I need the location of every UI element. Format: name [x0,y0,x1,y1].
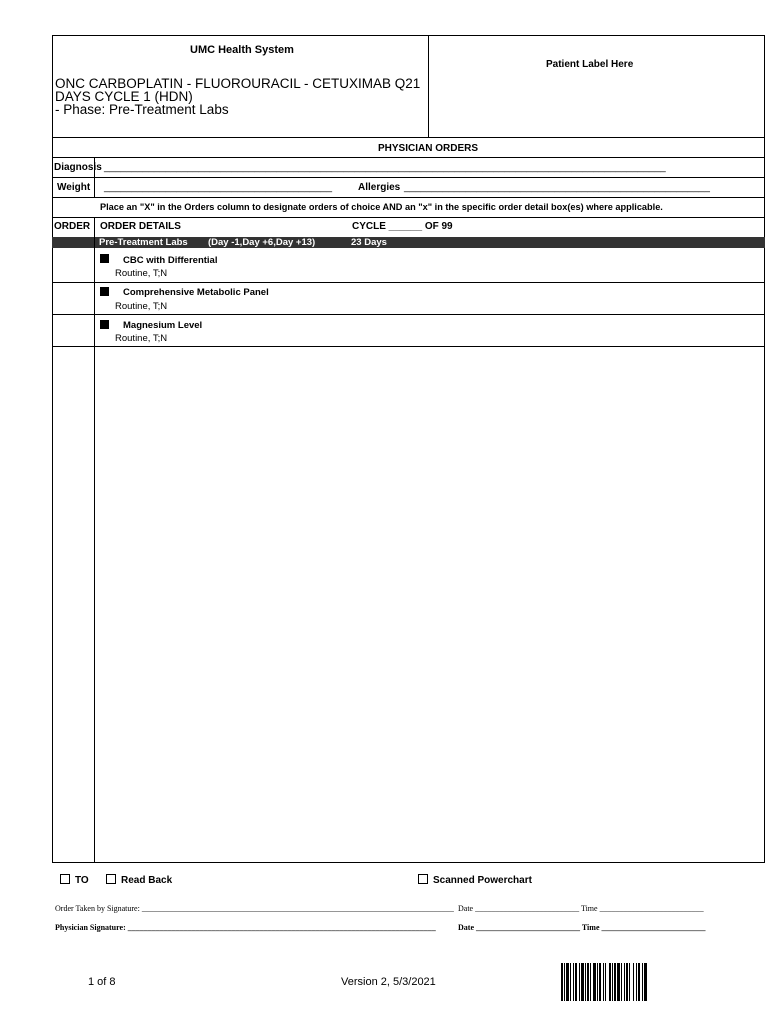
barcode-bar [575,963,577,1001]
details-col-header: ORDER DETAILS [100,221,181,232]
physician-date-field[interactable]: __________________________ [476,923,580,932]
physician-date-row [458,923,706,932]
barcode-bar [636,963,637,1001]
order-detail-3: Routine, T;N [115,333,168,344]
order-checkbox-3[interactable] [100,320,109,329]
section-title: PHYSICIAN ORDERS [378,143,479,154]
read-back-label: Read Back [121,875,173,886]
barcode-bar [564,963,565,1001]
barcode-bar [614,963,616,1001]
barcode-bar [561,963,563,1001]
title-line-3: - Phase: Pre-Treatment Labs [55,102,229,117]
cycle-field[interactable]: CYCLE ______ OF 99 [352,221,453,232]
rule [52,157,765,158]
order-form-frame [52,35,765,863]
title-line-1: ONC CARBOPLATIN - FLUOROURACIL - CETUXIMAB Q21 [55,76,421,91]
order-taken-signature-field[interactable]: ______________________________________________________________________________ [141,904,454,913]
weight-label: Weight [57,182,91,193]
order-taken-time-field[interactable]: __________________________ [599,904,704,913]
barcode-bar [573,963,574,1001]
barcode-bar [642,963,643,1001]
barcode-image [561,963,694,1001]
read-back-checkbox[interactable] [106,874,116,884]
rule [52,282,765,283]
order-checkbox-1[interactable] [100,254,109,263]
barcode-bar [593,963,596,1001]
barcode-bar [638,963,640,1001]
order-name-1: CBC with Differential [123,255,218,266]
date-label: Date [458,904,474,913]
instruction-text: Place an "X" in the Orders column to designate orders of choice AND an "x" in the specific order detail box(es) where applicable. [100,202,663,212]
physician-signature-label: Physician Signature: [55,923,126,932]
barcode-bar [597,963,598,1001]
scanned-powerchart-checkbox[interactable] [418,874,428,884]
page-number: 1 of 8 [88,976,116,988]
to-checkbox[interactable] [60,874,70,884]
order-taken-date-field[interactable]: __________________________ [475,904,580,913]
scanned-powerchart-label: Scanned Powerchart [433,875,532,886]
rule [52,217,765,218]
rule [52,197,765,198]
rule [52,314,765,315]
order-name-3: Magnesium Level [123,320,203,331]
diag-divider [94,157,95,177]
order-name-2: Comprehensive Metabolic Panel [123,287,269,298]
org-name: UMC Health System [190,44,294,56]
barcode-bar [621,963,622,1001]
weight-field[interactable]: _________________________________________ [104,182,333,193]
title-line-2: DAYS CYCLE 1 (HDN) [55,89,193,104]
barcode-bar [612,963,613,1001]
diagnosis-field[interactable]: _____________________________________________________________________________________________________ [104,162,666,173]
barcode-bar [609,963,611,1001]
time-label-2: Time [581,923,600,932]
allergies-label: Allergies [358,182,401,193]
time-label: Time [580,904,598,913]
band-title: Pre-Treatment Labs [99,237,188,248]
version-text: Version 2, 5/3/2021 [341,976,436,988]
date-label-2: Date [458,923,474,932]
barcode-bar [599,963,601,1001]
rule [52,177,765,178]
order-taken-label: Order Taken by Signature: [55,904,140,913]
to-label: TO [75,875,89,886]
barcode-bar [629,963,630,1001]
barcode-bar [590,963,591,1001]
barcode-bar [585,963,586,1001]
order-col-header: ORDER [54,221,91,232]
order-taken-date-row [458,904,704,913]
barcode-bar [566,963,569,1001]
barcode-bar [644,963,647,1001]
order-detail-2: Routine, T;N [115,301,168,312]
physician-row [55,923,436,932]
patient-label: Patient Label Here [546,59,634,70]
physician-signature-field[interactable]: _____________________________________________________________________________ [127,923,436,932]
order-taken-row [55,904,454,913]
order-set-title [55,77,435,116]
barcode-bar [570,963,571,1001]
barcode-bar [633,963,634,1001]
allergies-field[interactable]: _______________________________________________________ [404,182,710,193]
physician-time-field[interactable]: __________________________ [601,923,706,932]
band-duration: 23 Days [351,237,387,248]
rule [52,137,765,138]
barcode-bar [587,963,589,1001]
weight-divider [94,177,95,197]
barcode-bar [581,963,584,1001]
barcode-bar [624,963,625,1001]
diagnosis-label: Diagnosis [54,162,102,173]
barcode-bar [626,963,628,1001]
band-days: (Day -1,Day +6,Day +13) [208,237,316,248]
barcode-bar [605,963,606,1001]
barcode-bar [579,963,580,1001]
order-checkbox-2[interactable] [100,287,109,296]
rule [52,346,765,347]
barcode-bar [603,963,604,1001]
order-detail-1: Routine, T;N [115,268,168,279]
barcode-bar [617,963,620,1001]
